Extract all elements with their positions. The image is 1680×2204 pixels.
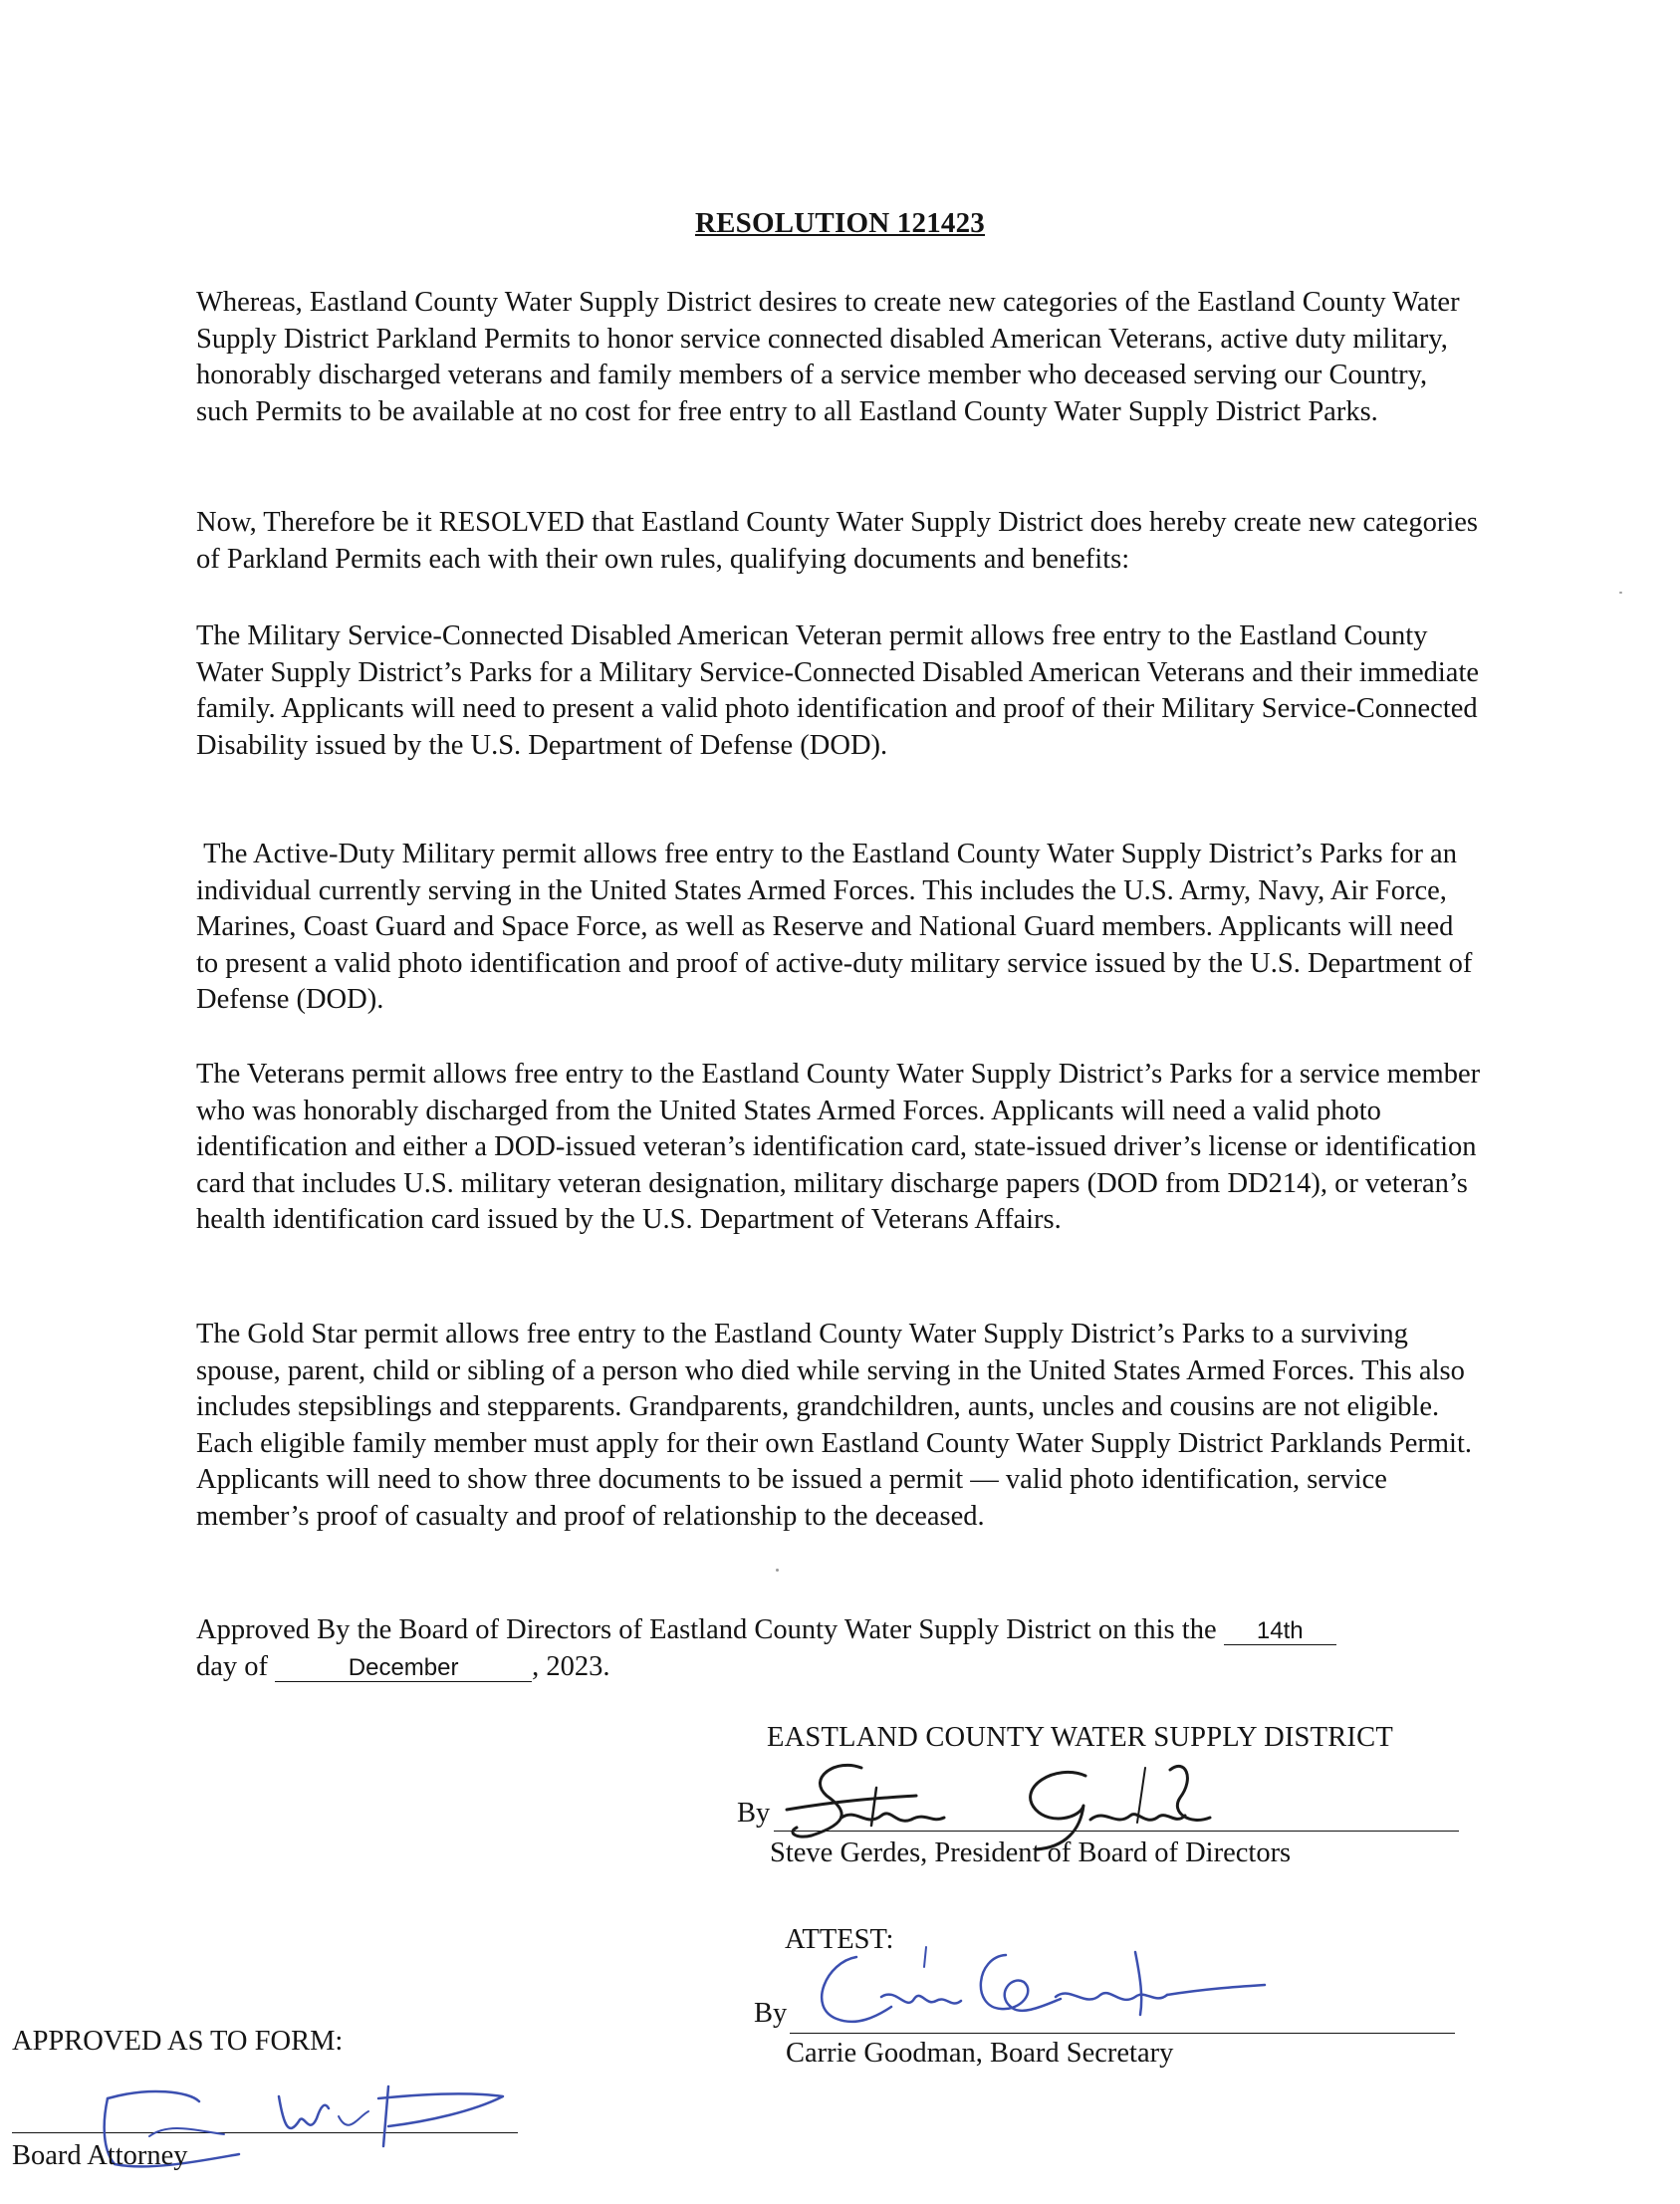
secretary-name: Carrie Goodman, Board Secretary	[786, 2038, 1174, 2069]
approved-as-to-form-label: APPROVED AS TO FORM:	[12, 2026, 344, 2057]
approval-year: , 2023.	[532, 1650, 610, 1682]
approval-day-of: day of	[196, 1650, 269, 1682]
attest-label: ATTEST:	[785, 1924, 894, 1955]
scan-speck	[776, 1569, 779, 1572]
paragraph-gold-star-permit: The Gold Star permit allows free entry to the Eastland County Water Supply District’s Parks to a surviving spouse, parent, child or sibling of a person who died while serving in the United States Armed Forces. This also includes stepsiblings and stepparents. Grandparents, grandchildren, aunts, uncles and cousins are not eligible. Each eligible family member must apply for their own Eastland County Water Supply District Parklands Permit. Applicants will need to show three documents to be issued a permit — valid photo identification, service member’s proof of casualty and proof of relationship to the deceased.	[196, 1319, 1473, 1532]
organization-name: EASTLAND COUNTY WATER SUPPLY DISTRICT	[767, 1722, 1393, 1753]
president-name: Steve Gerdes, President of Board of Directors	[770, 1837, 1292, 1868]
approval-month-field: December	[275, 1655, 532, 1682]
resolution-title: RESOLUTION 121423	[694, 207, 986, 239]
approval-statement	[196, 1612, 1481, 1685]
secretary-by-label: By	[754, 1998, 788, 2029]
president-by-label: By	[737, 1798, 771, 1829]
scan-speck	[1619, 592, 1622, 594]
paragraph-veterans-permit: The Veterans permit allows free entry to the Eastland County Water Supply District’s Parks for a service member who was honorably discharged from the United States Armed Forces. Applicants will need a valid photo identification and either a DOD-issued veteran’s identification card, state-issued driver’s license or identification card that includes U.S. military veteran designation, military discharge papers (DOD from DD214), or veteran’s health identification card issued by the U.S. Department of Veterans Affairs.	[196, 1059, 1481, 1235]
paragraph-resolved: Now, Therefore be it RESOLVED that Eastland County Water Supply District does hereby create new categories of Parkland Permits each with their own rules, qualifying documents and benefits:	[196, 507, 1478, 575]
secretary-signature-icon	[797, 1937, 1275, 2047]
paragraph-disabled-veteran-permit: The Military Service-Connected Disabled American Veteran permit allows free entry to the Eastland County Water Supply District’s Parks for a Military Service-Connected Disabled American Veterans and their immediate family. Applicants will need to present a valid photo identification and proof of their Military Service-Connected Disability issued by the U.S. Department of Defense (DOD).	[196, 620, 1480, 761]
approval-day-field: 14th	[1224, 1618, 1336, 1645]
paragraph-whereas: Whereas, Eastland County Water Supply District desires to create new categories of the Eastland County Water Supply District Parkland Permits to honor service connected disabled American Veterans, active duty military, honorably discharged veterans and family members of a service member who deceased serving our Country, such Permits to be available at no cost for free entry to all Eastland County Water Supply District Parks.	[196, 287, 1460, 427]
paragraph-active-duty-permit: The Active-Duty Military permit allows free entry to the Eastland County Water Supply District’s Parks for an individual currently serving in the United States Armed Forces. This includes the U.S. Army, Navy, Air Force, Marines, Coast Guard and Space Force, as well as Reserve and National Guard members. Applicants will need to present a valid photo identification and proof of active-duty military service issued by the U.S. Department of Defense (DOD).	[196, 839, 1480, 1015]
attorney-label: Board Attorney	[12, 2140, 188, 2171]
approval-prefix: Approved By the Board of Directors of Eastland County Water Supply District on this the	[196, 1614, 1217, 1645]
